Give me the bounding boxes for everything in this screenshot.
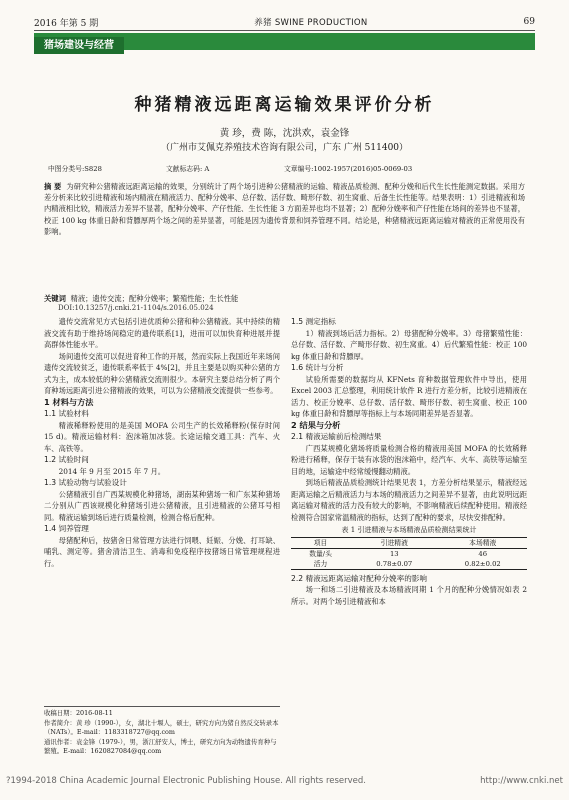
table-cell: 活力 xyxy=(291,559,350,570)
subsection-heading-1-5: 1.5 测定指标 xyxy=(291,317,336,326)
table-caption: 表 1 引进精液与本场精液品质检测结果统计 xyxy=(341,526,477,534)
subsection-heading-1-4: 1.4 饲养管理 xyxy=(44,524,89,533)
subsection-heading-2-1: 2.1 精液运输前后检测结果 xyxy=(291,432,382,441)
table-row xyxy=(291,548,527,559)
left-column xyxy=(44,316,280,569)
clc-number: 中图分类号:S828 xyxy=(48,165,102,173)
author-bio-2: 通讯作者：袁金锋（1979-），男，浙江舒安人，博士，研究方向为动物遗传育种与繁殖。E-mail：1620827084@qq.com xyxy=(44,737,277,755)
paragraph-1-1: 精液稀释粉使用的是美国 MOFA 公司生产的长效稀释粉(保存时间 15 d)。精液运输材料：泡沫箱加冰袋。长途运输交通工具：汽车、火车、高铁等。 xyxy=(44,420,280,453)
subsection-heading-1-6: 1.6 统计与分析 xyxy=(291,363,344,372)
subsection-heading-1-2: 1.2 试验时间 xyxy=(44,455,89,464)
article-number: 文章编号:1002-1957(2016)05-0069-03 xyxy=(284,165,413,173)
table-cell: 13 xyxy=(389,549,399,558)
table-header-cell: 引进精液 xyxy=(350,537,438,548)
subsection-heading-1-3: 1.3 试验动物与试验设计 xyxy=(44,478,127,487)
intro-paragraph-1: 遗传交流常见方式包括引进优质种公猪和种公猪精液。其中持续的精液交流有助于维持场间稳定的遗传联系[1]，进而可以加快育种进展并提高群体性能水平。 xyxy=(44,317,280,349)
paragraph-2-1a: 广西某规模化猪场将质量检测合格的精液用美国 MOFA 的长效稀释粉进行稀释，保存于装有冰袋的泡沫箱中，经汽车、火车、高铁等运输至目的地，运输途中经常缓慢翻动精液。 xyxy=(291,443,527,476)
table-header-cell: 项目 xyxy=(291,537,350,548)
right-column xyxy=(291,316,527,607)
section-banner xyxy=(34,33,535,50)
table-cell: 46 xyxy=(478,549,488,558)
abstract-label: 摘 要 xyxy=(44,182,62,191)
abstract-text: 为研究种公猪精液远距离运输的效果，分别统计了两个场引进种公猪精液的运输、精液品质检测、配种分娩和后代生长性能测定数据。采用方差分析来比较引进精液和场内精液在精液活力、配种分娩率、总仔数、活仔数、畸形仔数、初生窝重、后备生长性能等。结果表明：1）引进精液和场内精液相比较，精液活力差异不显著，配种分娩率、产仔性能、生长性能 3 方面差异也均不显著；2）配种分娩率和产仔性能在场间的差异也不显著，校正 100 kg 体重日龄和背膘厚两个场之间的差异显著，可能是因为遗传背景和饲养管理不同。结论是，种猪精液远距离运输对精液的正常使用没有影响。 xyxy=(44,182,526,236)
keywords xyxy=(44,293,525,304)
paragraph-1-4: 母猪配种后，按猪舍日常管理方法进行饲喂、妊娠、分娩、打耳缺、哺乳、测定等。猪舍清洁卫生、消毒和免疫程序按猪场日常管理规程进行。 xyxy=(44,535,280,568)
copyright-footer xyxy=(0,776,569,786)
abstract xyxy=(44,181,525,237)
section-heading-2: 2 结果与分析 xyxy=(291,419,341,430)
journal-name: 养猪 SWINE PRODUCTION xyxy=(254,18,368,28)
paragraph-1-6: 试验所需要的数据均从 KFNets 育种数据管理软件中导出，使用 Excel 2003 汇总整理，利用统计软件 R 进行方差分析，比较引进精液在活力、校正分娩率、总仔数、活仔数、畸形仔数、初生窝重、校正 100 kg 体重日龄和背膘厚等指标上与本场同期差异是否显著。 xyxy=(291,374,527,418)
article-meta xyxy=(48,163,521,173)
received-date: 收稿日期：2016-08-11 xyxy=(44,709,113,717)
running-header xyxy=(34,14,535,31)
intro-paragraph-2: 场间遗传交流可以促进育种工作的开展，然而实际上我国近年来场间遗传交流较贫乏，遗传联系率低于 4%[2]，并且主要是以购买种公猪的方式为主，成本较低的种公猪精液交流则很少。本研究主要总结分析了两个育种场远距离引进公猪精液的效果，可以为公猪精液交流提供一些参考。 xyxy=(44,351,280,395)
keywords-text: 精液；遗传交流；配种分娩率；繁殖性能；生长性能 xyxy=(70,294,239,303)
authors: 黄 珍，费 陈，沈洪欢，袁金锋 xyxy=(219,128,350,139)
paragraph-2-2: 场一和场二引进精液及本场精液同期 1 个月的配种分娩情况如表 2 所示。对两个场引进精液和本 xyxy=(291,585,527,606)
section-heading-1: 1 材料与方法 xyxy=(44,396,94,407)
subsection-heading-1-1: 1.1 试验材料 xyxy=(44,409,89,418)
table-cell: 0.82±0.02 xyxy=(439,559,527,570)
table-header-cell: 本场精液 xyxy=(439,537,527,548)
article-title: 种猪精液远距离运输效果评价分析 xyxy=(134,95,435,115)
subsection-heading-2-2: 2.2 精液远距离运输对配种分娩率的影响 xyxy=(291,573,427,583)
semen-quality-table xyxy=(291,537,527,570)
keywords-label: 关键词 xyxy=(44,294,66,303)
issue-label: 2016 年第 5 期 xyxy=(34,18,99,29)
page-number: 69 xyxy=(523,17,535,27)
author-bio-1: 作者简介：黄 珍（1990-），女，湖北十堰人，硕士，研究方向为猪自然反交转录本（NATs）。E-mail：1183318727@qq.com xyxy=(44,718,279,736)
paragraph-2-1b: 到场后精液品质检测统计结果见表 1，方差分析结果显示，精液经远距离运输之后精液活力与本场的精液活力之间差异不显著，由此说明远距离运输对精液的活力没有较大的影响，不影响精液后续配种使用。精液经检测符合国家常温精液的指标，达到了配种的要求，尽快安排配种。 xyxy=(291,478,527,522)
copyright-text: ?1994-2018 China Academic Journal Electronic Publishing House. All rights reserved. xyxy=(6,776,366,786)
footnote xyxy=(44,706,280,757)
paragraph-1-5: 1）精液到场后活力指标。2）母猪配种分娩率。3）母猪繁殖性能：总仔数、活仔数、产畸形仔数、初生窝重。4）后代繁殖性能：校正 100 kg 体重日龄和背膘厚。 xyxy=(291,328,527,361)
table-cell: 数量/头 xyxy=(309,549,332,558)
table-cell: 0.78±0.07 xyxy=(350,559,438,570)
cnki-link[interactable]: http://www.cnki.net xyxy=(480,776,563,786)
section-label: 猪场建设与经营 xyxy=(34,37,124,54)
affiliation: （广州市艾佩克养殖技术咨询有限公司，广东 广州 511400） xyxy=(160,143,409,153)
paragraph-1-2: 2014 年 9 月至 2015 年 7 月。 xyxy=(58,466,166,476)
table-row xyxy=(291,559,527,570)
table-header-row xyxy=(291,537,527,548)
paragraph-1-3: 公猪精液引自广西某规模化种猪场，湖南某种猪场一和广东某种猪场二分别从广西该规模化种猪场引进公猪精液，且引进精液的公猪耳号相同。精液运输到场后进行质量检测，检测合格后配种。 xyxy=(44,489,280,522)
document-code: 文献标志码: A xyxy=(166,165,210,173)
doi-link[interactable]: DOI:10.13257/j.cnki.21-1104/s.2016.05.024 xyxy=(58,304,214,312)
